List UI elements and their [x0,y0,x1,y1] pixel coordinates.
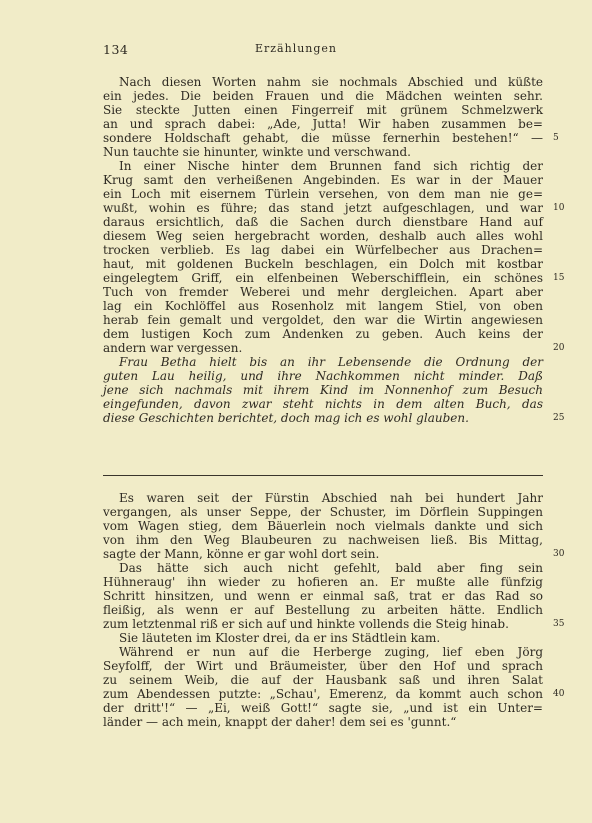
text-line: Hühneraug' ihn wieder zu hofieren an. Er mußte alle fünfzig [103,575,543,589]
text-line: von ihm den Weg Blaubeuren zu nachweisen ließ. Bis Mittag, [103,533,543,547]
text-line: diesem Weg seien hergebracht worden, deshalb auch alles wohl [103,229,543,243]
text-line: Nach diesen Worten nahm sie nochmals Abschied und küßte [119,75,543,89]
text-line: zum Abendessen putzte: „Schau', Emerenz, da kommt auch schon [103,687,543,701]
text-line: guten Lau heilig, und ihre Nachkommen nicht minder. Daß [103,369,543,383]
text-line: eingelegtem Griff, ein elfenbeinen Weberschifflein, ein schönes [103,271,543,285]
text-line: ein jedes. Die beiden Frauen und die Mädchen weinten sehr. [103,89,543,103]
text-line: Krug samt den verheißenen Angebinden. Es war in der Mauer [103,173,543,187]
text-line: andern war vergessen. [103,341,243,355]
page-number: 134 [103,42,129,57]
text-line: Schritt hinsitzen, und wenn er einmal saß, trat er das Rad so [103,589,543,603]
text-line: diese Geschichten berichtet, doch mag ich es wohl glauben. [103,411,469,425]
text-line: an und sprach dabei: „Ade, Jutta! Wir haben zusammen be= [103,117,543,131]
line-number: 20 [553,343,565,353]
text-line: Das hätte sich auch nicht gefehlt, bald aber fing sein [119,561,543,575]
text-line: der dritt'!“ — „Ei, weiß Gott!“ sagte sie, „und ist ein Unter= [103,701,543,715]
text-line: sagte der Mann, könne er gar wohl dort sein. [103,547,380,561]
text-line: zu seinem Weib, die auf der Hausbank saß und ihren Salat [103,673,543,687]
text-line: In einer Nische hinter dem Brunnen fand sich richtig der [119,159,543,173]
line-number: 5 [553,133,559,143]
text-line: vergangen, als unser Seppe, der Schuster, im Dörflein Suppingen [103,505,543,519]
text-line: Während er nun auf die Herberge zuging, lief eben Jörg [119,645,543,659]
text-line: lag ein Kochlöffel aus Rosenholz mit langem Stiel, von oben [103,299,543,313]
text-line: Frau Betha hielt bis an ihr Lebensende die Ordnung der [119,355,543,369]
line-number: 35 [553,619,565,629]
text-line: Nun tauchte sie hinunter, winkte und verschwand. [103,145,411,159]
section-divider [103,475,543,476]
text-line: sondere Holdschaft gehabt, die müsse fernerhin bestehen!“ — [103,131,543,145]
line-number: 25 [553,413,565,423]
text-line: haut, mit goldenen Buckeln beschlagen, ein Dolch mit kostbar [103,257,543,271]
line-number: 15 [553,273,565,283]
line-number: 40 [553,689,565,699]
text-line: jene sich nachmals mit ihrem Kind im Nonnenhof zum Besuch [103,383,543,397]
text-line: fleißig, als wenn er auf Bestellung zu arbeiten hätte. Endlich [103,603,543,617]
text-line: Tuch von fremder Weberei und mehr dergleichen. Apart aber [103,285,543,299]
text-line: dem lustigen Koch zum Andenken zu geben. Auch keins der [103,327,543,341]
text-line: wußt, wohin es führe; das stand jetzt aufgeschlagen, und war [103,201,543,215]
text-line: Sie steckte Jutten einen Fingerreif mit grünem Schmelzwerk [103,103,543,117]
text-line: länder — ach mein, knappt der daher! dem sei es 'gunnt.“ [103,715,457,729]
text-line: herab fein gemalt und vergoldet, den war die Wirtin angewiesen [103,313,543,327]
text-line: Sie läuteten im Kloster drei, da er ins Städtlein kam. [119,631,441,645]
text-line: eingefunden, davon zwar steht nichts in dem alten Buch, das [103,397,543,411]
text-line: zum letztenmal riß er sich auf und hinkte vollends die Steig hinab. [103,617,509,631]
text-line: Es waren seit der Fürstin Abschied nah bei hundert Jahr [119,491,543,505]
line-number: 30 [553,549,565,559]
text-line: ein Loch mit eisernem Türlein versehen, von dem man nie ge= [103,187,543,201]
text-line: vom Wagen stieg, dem Bäuerlein noch vielmals dankte und sich [103,519,543,533]
line-number: 10 [553,203,565,213]
text-line: trocken verblieb. Es lag dabei ein Würfelbecher aus Drachen= [103,243,543,257]
running-title: Erzählungen [254,42,338,55]
text-line: daraus ersichtlich, daß die Sachen durch dienstbare Hand auf [103,215,543,229]
text-line: Seyfolff, der Wirt und Bräumeister, über den Hof und sprach [103,659,543,673]
